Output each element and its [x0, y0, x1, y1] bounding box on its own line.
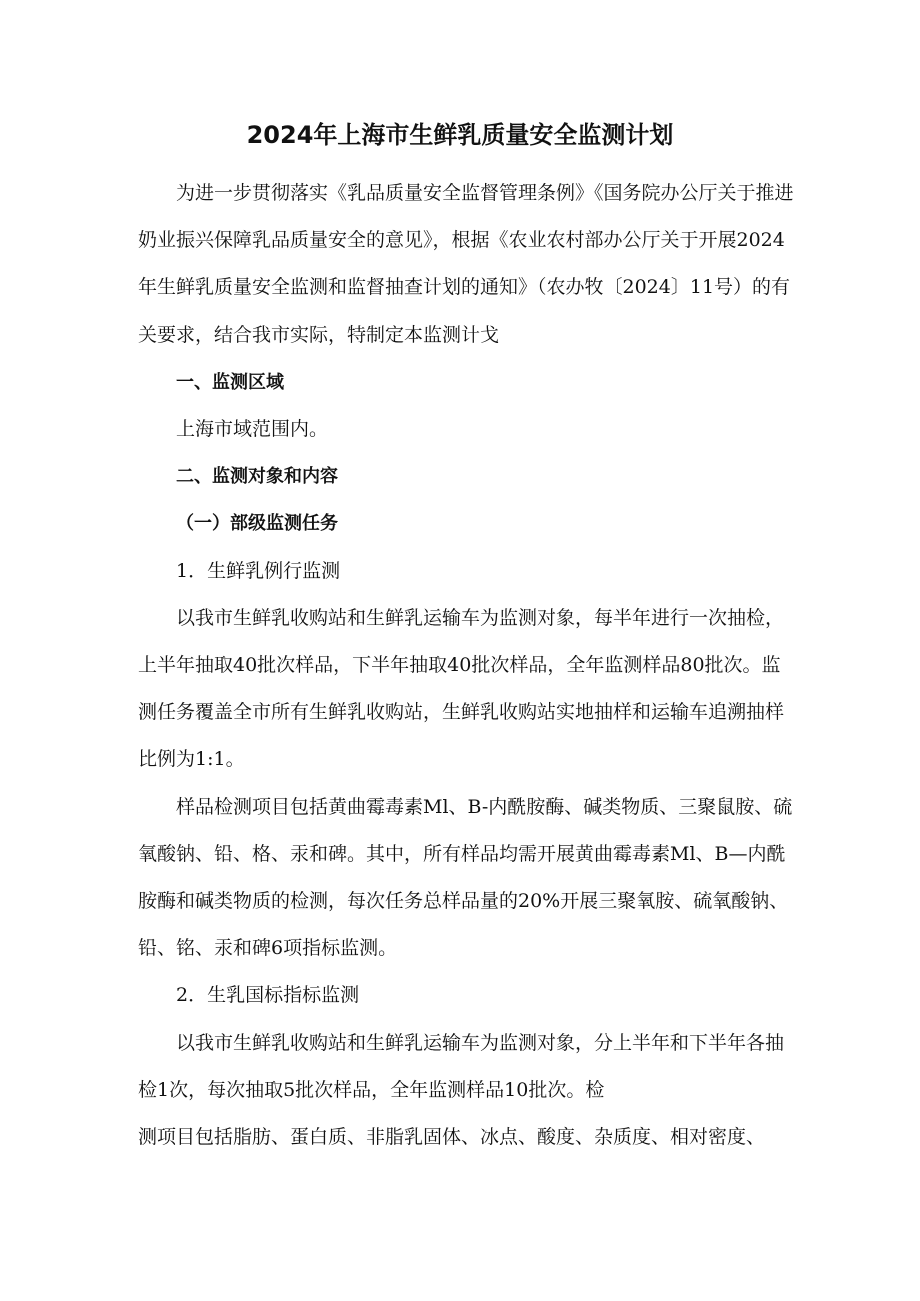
paragraph-test-items-continued: 测项目包括脂肪、蛋白质、非脂乳固体、冰点、酸度、杂质度、相对密度、 — [138, 1126, 766, 1149]
paragraph-monitoring-area: 上海市域范围内。 — [176, 418, 329, 441]
paragraph-test-items: 样品检测项目包括黄曲霉毒素Ml、B-内酰胺酶、碱类物质、三聚鼠胺、硫氧酸钠、铅、格、汞和碑。其中，所有样品均需开展黄曲霉毒素Ml、B—内酰胺酶和碱类物质的检测，每次任务总样品量的20%开展三聚氧胺、硫氧酸钠、铅、铭、汞和碑6项指标监测。 — [138, 795, 793, 960]
intro-paragraph: 为进一步贯彻落实《乳品质量安全监督管理条例》《国务院办公厅关于推进奶业振兴保障乳品质量安全的意见》，根据《农业农村部办公厅关于开展2024年生鲜乳质量安全监测和监督抽查计划的通知》（农办牧〔2024〕11号）的有关要求，结合我市实际，特制定本监测计戈 — [138, 182, 794, 346]
paragraph-national-standard: 以我市生鲜乳收购站和生鲜乳运输车为监测对象，分上半年和下半年各抽检1次，每次抽取5批次样品，全年监测样品10批次。检 — [138, 1031, 785, 1101]
paragraph-routine-monitoring: 以我市生鲜乳收购站和生鲜乳运输车为监测对象，每半年进行一次抽检，上半年抽取40批次样品，下半年抽取40批次样品，全年监测样品80批次。监测任务覆盖全市所有生鲜乳收购站，生鲜乳收购站实地抽样和运输车追溯抽样比例为1:1。 — [138, 606, 785, 771]
item-heading-national-standard: 2．生乳国标指标监测 — [176, 984, 360, 1007]
subsection-heading-ministry-tasks: （一）部级监测任务 — [176, 513, 338, 535]
document-body — [138, 170, 798, 1161]
item-heading-routine-monitoring: 1．生鲜乳例行监测 — [176, 559, 341, 582]
section-heading-monitoring-objects: 二、监测对象和内容 — [176, 466, 338, 488]
section-heading-monitoring-area: 一、监测区域 — [176, 371, 284, 393]
document-title: 2024年上海市生鲜乳质量安全监测计划 — [246, 121, 674, 149]
